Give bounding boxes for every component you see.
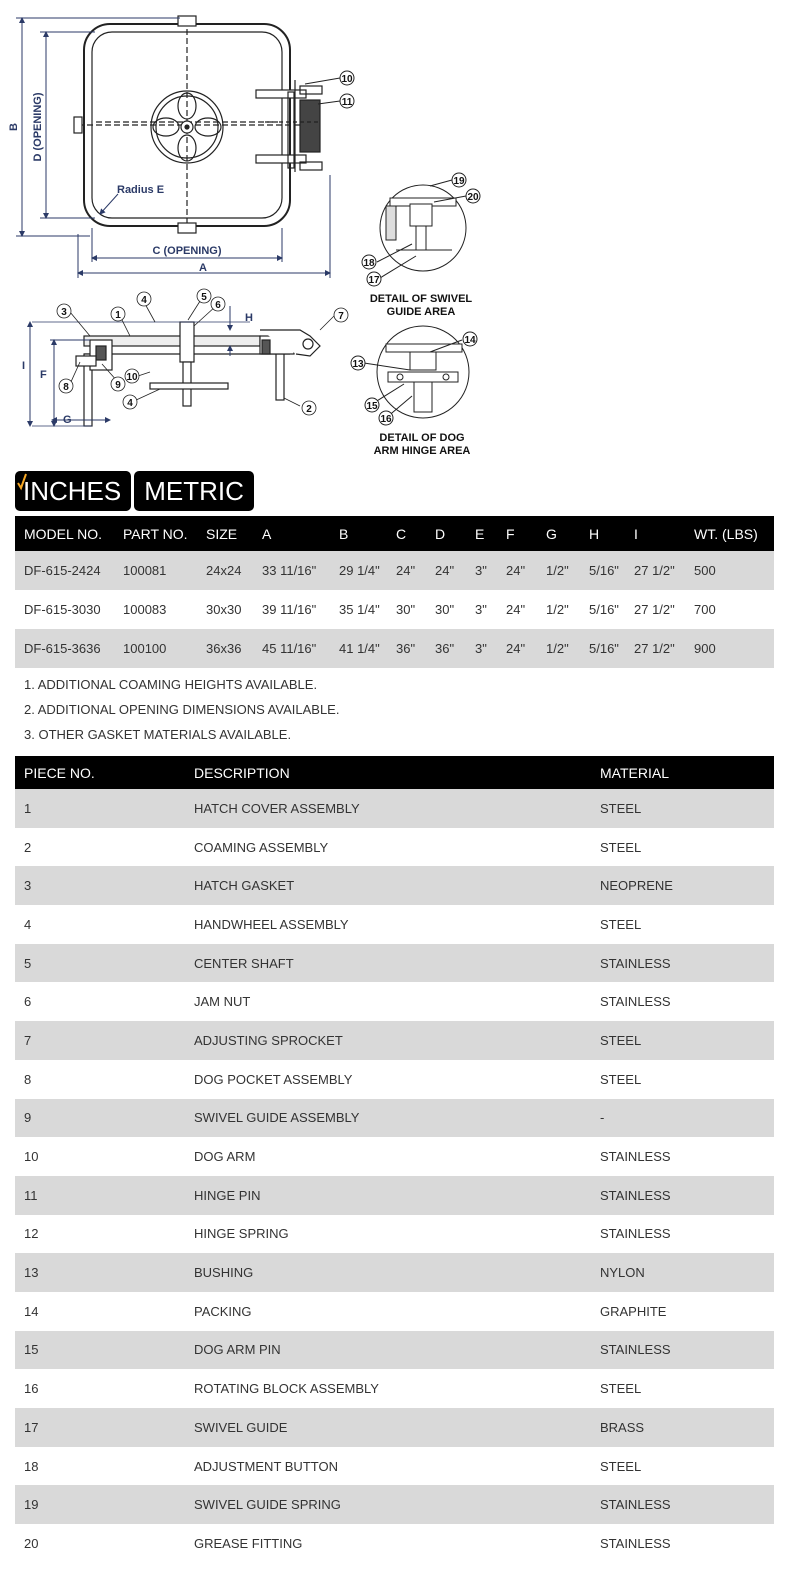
cell-description: HATCH COVER ASSEMBLY	[185, 789, 591, 828]
cell-e: 3"	[475, 602, 487, 617]
cell-material: STAINLESS	[600, 1149, 671, 1165]
notes	[24, 676, 339, 751]
cell-material: STEEL	[600, 1458, 642, 1474]
cell-piece-no: 11	[15, 1176, 185, 1215]
cell-material: STEEL	[600, 1071, 642, 1087]
side-section-view	[32, 322, 320, 426]
col-e: E	[466, 516, 497, 551]
col-b: B	[330, 516, 387, 551]
cell-material: STEEL	[600, 839, 642, 855]
callout-10: 10	[126, 372, 138, 383]
tab-inches[interactable]	[15, 471, 131, 511]
callout-12: 11	[341, 97, 353, 108]
col-model-no: MODEL NO.	[15, 516, 114, 551]
table-row	[15, 1408, 774, 1447]
cell-material: NYLON	[591, 1253, 774, 1292]
cell-piece-no: 18	[24, 1458, 39, 1474]
cell-piece-no: 19	[15, 1485, 185, 1524]
cell-description: DOG ARM PIN	[185, 1331, 591, 1370]
cell-piece-no: 14	[24, 1303, 39, 1319]
col-part-no: PART NO.	[114, 516, 197, 551]
tab-metric-label: METRIC	[144, 476, 244, 506]
cell-piece-no: 2	[24, 839, 32, 855]
detail-swivel-guide	[362, 173, 480, 286]
cell-piece-no: 20	[24, 1535, 39, 1551]
callout-6: 6	[215, 300, 221, 311]
cell-material: STAINLESS	[600, 1226, 671, 1242]
cell-piece-no: 16	[24, 1381, 39, 1397]
col-d: D	[426, 516, 466, 551]
cell-a: 33 11/16"	[253, 551, 330, 590]
cell-b: 35 1/4"	[339, 602, 380, 617]
callout-19: 19	[453, 176, 465, 187]
col-c: C	[387, 516, 426, 551]
col-material: MATERIAL	[591, 756, 774, 789]
callout-13: 13	[352, 359, 364, 370]
table-row	[15, 629, 774, 668]
label-d-opening: D (OPENING)	[32, 92, 44, 162]
cell-a: 45 11/16"	[253, 629, 330, 668]
cell-description: HATCH GASKET	[185, 866, 591, 905]
cell-piece-no: 6	[24, 994, 32, 1010]
table-row	[15, 1253, 774, 1292]
cell-description: PACKING	[194, 1303, 252, 1319]
note: 3. OTHER GASKET MATERIALS AVAILABLE.	[24, 727, 292, 742]
callout-17: 17	[368, 275, 380, 286]
callout-4-top: 4	[141, 295, 147, 306]
label-c-opening: C (OPENING)	[152, 245, 222, 257]
cell-material: NEOPRENE	[591, 866, 774, 905]
table-row	[15, 551, 774, 590]
cell-description: SWIVEL GUIDE ASSEMBLY	[185, 1099, 591, 1138]
cell-description: CENTER SHAFT	[185, 944, 591, 983]
callout-14: 14	[464, 335, 476, 346]
cell-size: 24x24	[197, 551, 253, 590]
cell-part-no: 100100	[114, 629, 197, 668]
cell-g: 1/2"	[537, 551, 580, 590]
cell-material: BRASS	[591, 1408, 774, 1447]
callout-9: 9	[115, 380, 121, 391]
top-view-dimensions	[16, 18, 330, 278]
cell-e: 3"	[466, 629, 497, 668]
cell-description: ROTATING BLOCK ASSEMBLY	[194, 1381, 379, 1397]
callout-5: 5	[201, 292, 207, 303]
cell-description: GREASE FITTING	[194, 1535, 303, 1551]
cell-model-no: DF-615-2424	[15, 551, 114, 590]
cell-piece-no: 12	[24, 1226, 39, 1242]
cell-c: 24"	[387, 551, 426, 590]
cell-piece-no: 4	[24, 916, 32, 932]
tab-metric[interactable]	[134, 471, 254, 511]
cell-description: HANDWHEEL ASSEMBLY	[194, 916, 349, 932]
cell-description: SWIVEL GUIDE	[185, 1408, 591, 1447]
table-row	[15, 1099, 774, 1138]
spec-table-header	[15, 516, 774, 551]
callout-2: 2	[306, 404, 312, 415]
cell-part-no: 100081	[114, 551, 197, 590]
cell-e: 3"	[466, 551, 497, 590]
cell-material: STAINLESS	[591, 1485, 774, 1524]
col-size: SIZE	[197, 516, 253, 551]
col-g: G	[537, 516, 580, 551]
table-row	[15, 1176, 774, 1215]
table-row	[15, 1369, 774, 1408]
cell-i: 27 1/2"	[634, 602, 675, 617]
callout-11: 10	[341, 74, 353, 85]
cell-model-no: DF-615-3030	[24, 602, 101, 617]
parts-table	[15, 756, 774, 1563]
cell-a: 39 11/16"	[262, 602, 317, 617]
parts-table-header	[15, 756, 774, 789]
label-radius-e: Radius E	[117, 184, 165, 196]
cell-piece-no: 9	[15, 1099, 185, 1138]
cell-piece-no: 10	[24, 1149, 39, 1165]
label-b: B	[8, 123, 20, 131]
cell-material: -	[591, 1099, 774, 1138]
cell-description: DOG POCKET ASSEMBLY	[194, 1071, 353, 1087]
cell-size: 30x30	[206, 602, 242, 617]
cell-i: 27 1/2"	[625, 629, 685, 668]
label-a: A	[199, 262, 207, 274]
cell-description: ADJUSTMENT BUTTON	[194, 1458, 338, 1474]
cell-h: 5/16"	[580, 629, 625, 668]
cell-d: 36"	[426, 629, 466, 668]
cell-piece-no: 3	[15, 866, 185, 905]
table-row	[15, 1447, 774, 1486]
table-row	[15, 789, 774, 828]
table-row	[15, 1331, 774, 1370]
cell-material: STEEL	[591, 789, 774, 828]
cell-g: 1/2"	[537, 629, 580, 668]
table-row	[15, 1485, 774, 1524]
cell-d: 30"	[435, 602, 455, 617]
cell-description: DOG ARM	[194, 1149, 256, 1165]
cell-f: 24"	[497, 629, 537, 668]
cell-piece-no: 15	[15, 1331, 185, 1370]
table-row	[15, 1524, 774, 1563]
col-a: A	[253, 516, 330, 551]
detail-swivel-caption-2: GUIDE AREA	[386, 306, 456, 318]
label-g: G	[63, 414, 72, 426]
cell-description: ADJUSTING SPROCKET	[185, 1021, 591, 1060]
cell-material: STEEL	[600, 1381, 642, 1397]
cell-f: 24"	[497, 551, 537, 590]
cell-size: 36x36	[197, 629, 253, 668]
col-i: I	[625, 516, 685, 551]
cell-model-no: DF-615-3636	[15, 629, 114, 668]
table-row	[15, 866, 774, 905]
cell-material: STAINLESS	[600, 1535, 671, 1551]
cell-g: 1/2"	[546, 602, 569, 617]
col-weight: WT. (LBS)	[685, 516, 774, 551]
cell-weight: 900	[685, 629, 774, 668]
detail-dog-caption-1: DETAIL OF DOG	[379, 432, 465, 444]
table-row	[15, 905, 774, 944]
table-row	[15, 1060, 774, 1099]
hatch-technical-drawing	[0, 0, 794, 470]
table-row	[15, 1021, 774, 1060]
detail-swivel-caption-1: DETAIL OF SWIVEL	[369, 293, 473, 305]
col-h: H	[580, 516, 625, 551]
note: 1. ADDITIONAL COAMING HEIGHTS AVAILABLE.	[24, 677, 318, 692]
cell-piece-no: 1	[15, 789, 185, 828]
cell-part-no: 100083	[123, 602, 167, 617]
callout-16: 16	[380, 414, 392, 425]
cell-d: 24"	[426, 551, 466, 590]
callout-3: 3	[61, 307, 67, 318]
cell-material: STEEL	[591, 1021, 774, 1060]
callout-1: 1	[115, 310, 121, 321]
cell-piece-no: 8	[24, 1071, 32, 1087]
callout-8: 8	[63, 382, 69, 393]
spec-table	[15, 516, 774, 668]
label-i: I	[22, 360, 26, 372]
cell-piece-no: 17	[15, 1408, 185, 1447]
cell-material: GRAPHITE	[600, 1303, 667, 1319]
cell-h: 5/16"	[589, 602, 619, 617]
label-h: H	[245, 312, 253, 324]
cell-i: 27 1/2"	[625, 551, 685, 590]
cell-material: STAINLESS	[600, 994, 671, 1010]
cell-material: STAINLESS	[591, 1176, 774, 1215]
note: 2. ADDITIONAL OPENING DIMENSIONS AVAILABLE.	[24, 702, 340, 717]
cell-c: 30"	[396, 602, 416, 617]
callout-15: 15	[366, 401, 378, 412]
detail-dog-caption-2: ARM HINGE AREA	[373, 445, 471, 457]
top-view	[74, 16, 322, 233]
label-f: F	[40, 369, 47, 381]
cell-description: SWIVEL GUIDE SPRING	[185, 1485, 591, 1524]
cell-h: 5/16"	[580, 551, 625, 590]
cell-material: STAINLESS	[591, 1331, 774, 1370]
unit-tabs	[15, 471, 254, 511]
cell-weight: 500	[685, 551, 774, 590]
callout-18: 18	[363, 258, 375, 269]
callout-7: 7	[338, 311, 344, 322]
cell-material: STAINLESS	[591, 944, 774, 983]
cell-c: 36"	[387, 629, 426, 668]
cell-description: HINGE PIN	[185, 1176, 591, 1215]
table-row	[15, 1292, 774, 1331]
cell-f: 24"	[506, 602, 526, 617]
table-row	[15, 1215, 774, 1254]
cell-piece-no: 13	[15, 1253, 185, 1292]
cell-piece-no: 5	[15, 944, 185, 983]
cell-b: 29 1/4"	[330, 551, 387, 590]
table-row	[15, 828, 774, 867]
table-row	[15, 944, 774, 983]
table-row	[15, 1137, 774, 1176]
col-f: F	[497, 516, 537, 551]
cell-weight: 700	[694, 602, 716, 617]
tab-inches-label: INCHES	[23, 476, 122, 506]
cell-b: 41 1/4"	[330, 629, 387, 668]
col-description: DESCRIPTION	[185, 756, 591, 789]
cell-description: JAM NUT	[194, 994, 251, 1010]
cell-material: STEEL	[600, 916, 642, 932]
checkmark-icon	[17, 473, 27, 491]
cell-piece-no: 7	[15, 1021, 185, 1060]
cell-description: HINGE SPRING	[194, 1226, 289, 1242]
table-row	[15, 982, 774, 1021]
cell-description: COAMING ASSEMBLY	[194, 839, 329, 855]
col-piece-no: PIECE NO.	[15, 756, 185, 789]
table-row	[15, 590, 774, 629]
callout-20: 20	[467, 192, 479, 203]
cell-description: BUSHING	[185, 1253, 591, 1292]
callout-4-bottom: 4	[127, 398, 133, 409]
